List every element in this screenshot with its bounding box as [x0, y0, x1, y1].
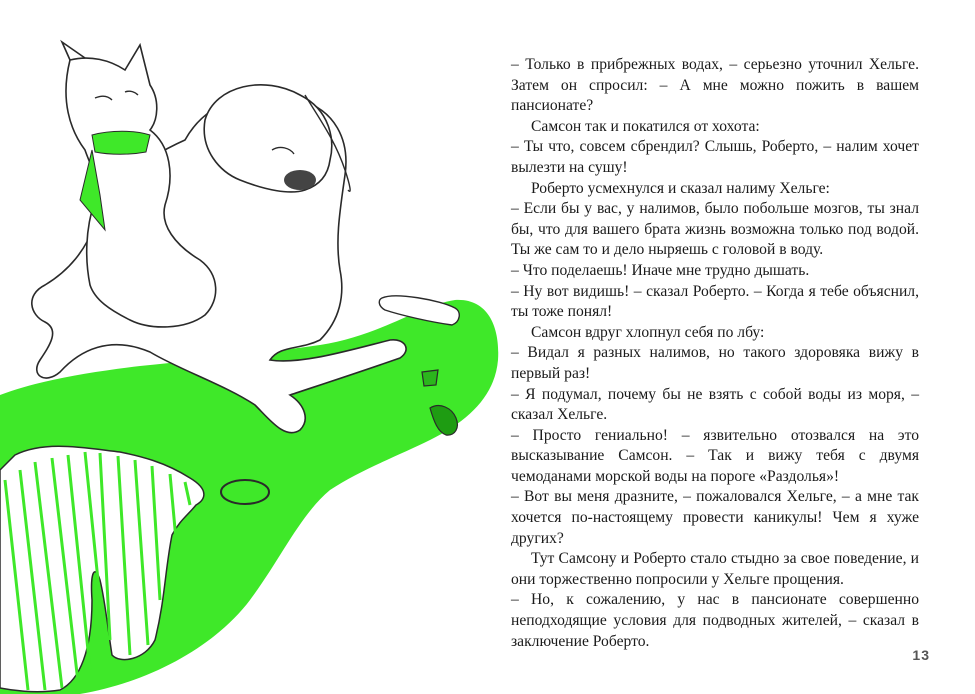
page-number: 13	[912, 647, 930, 663]
paragraph: – Просто гениально! – язвительно отозвался на это высказывание Самсон. – Так и вижу тебя с двумя чемоданами морской воды на пороге «Раздолья»!	[511, 426, 919, 485]
paragraph: – Если бы у вас, у налимов, было побольше мозгов, ты знал бы, что для вашего брата жизнь возможна только под водой. Ты же сам то и дело ныряешь с головой в воду.	[511, 200, 919, 259]
paragraph: – Что поделаешь! Иначе мне трудно дышать.	[511, 261, 810, 279]
paragraph: – Ты что, совсем сбрендил? Слышь, Роберто, – налим хочет вылезти на сушу!	[511, 138, 919, 176]
paragraph: – Но, к сожалению, у нас в пансионате совершенно неподходящие условия для подводных жителей, – сказал в заключение Роберто.	[511, 591, 919, 650]
small-cup	[422, 370, 438, 386]
paragraph: – Я подумал, почему бы не взять с собой воды из моря, – сказал Хельге.	[511, 385, 919, 424]
paragraph: Самсон вдруг хлопнул себя по лбу:	[531, 323, 765, 341]
text-column	[511, 55, 919, 652]
paragraph: – Вот вы меня дразните, – пожаловался Хельге, – а мне так хочется по-настоящему провести каникулы! Чем я хуже других?	[511, 488, 919, 547]
paragraph: Роберто усмехнулся и сказал налиму Хельге:	[531, 179, 830, 197]
paragraph: Самсон так и покатился от хохота:	[531, 117, 760, 135]
paragraph: – Ну вот видишь! – сказал Роберто. – Когда я тебе объяснил, ты тоже понял!	[511, 282, 919, 321]
paragraph: Тут Самсону и Роберто стало стыдно за свое поведение, и они торжественно попросили у Хельге прощения.	[511, 550, 919, 588]
paragraph: – Видал я разных налимов, но такого здоровяка вижу в первый раз!	[511, 344, 919, 382]
paragraph: – Только в прибрежных водах, – серьезно уточнил Хельге. Затем он спросил: – А мне можно пожить в вашем пансионате?	[511, 56, 919, 115]
dog-nose	[284, 170, 316, 190]
